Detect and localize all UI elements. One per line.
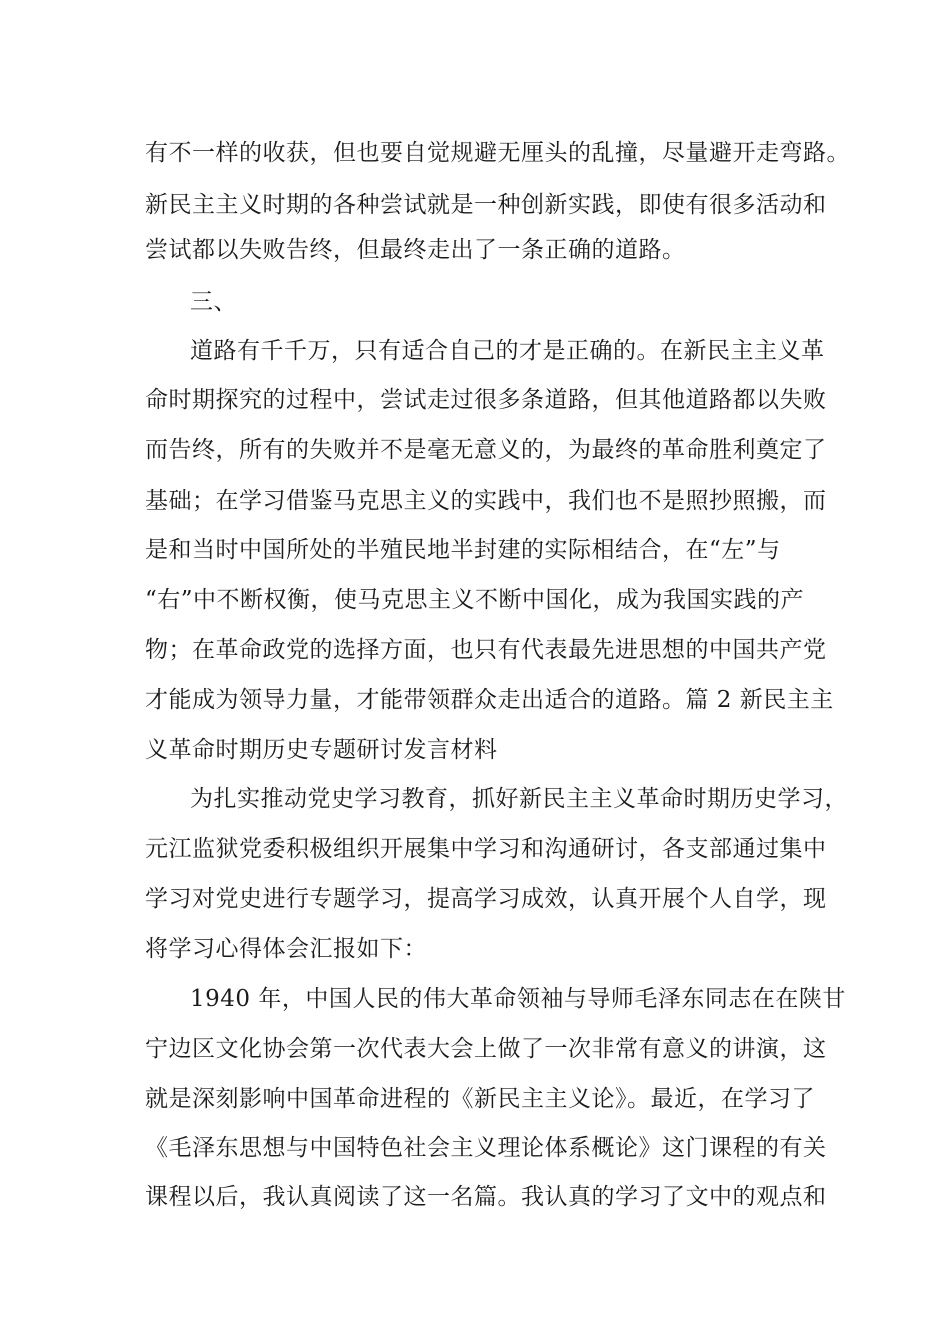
text-line: “右”中不断权衡，使马克思主义不断中国化，成为我国实践的产 [145,587,805,613]
section-heading: 三、 [190,289,237,315]
text-line: 而告终，所有的失败并不是毫无意义的，为最终的革命胜利奠定了 [145,437,827,463]
text-line: 物；在革命政党的选择方面，也只有代表最先进思想的中国共产党 [145,637,827,663]
text-line: 就是深刻影响中国革命进程的《新民主主义论》。最近，在学习了 [145,1086,815,1112]
text-line: 尝试都以失败告终，但最终走出了一条正确的道路。 [145,237,686,263]
text-line: 有不一样的收获，但也要自觉规避无厘头的乱撞，尽量避开走弯路。 [145,140,850,166]
text-line: 才能成为领导力量，才能带领群众走出适合的道路。篇 2 新民主主 [145,687,834,713]
text-line: 是和当时中国所处的半殖民地半封建的实际相结合，在“左”与 [145,537,781,563]
text-line: 道路有千千万，只有适合自己的才是正确的。在新民主主义革 [190,338,825,364]
text-line: 《毛泽东思想与中国特色社会主义理论体系概论》这门课程的有关 [145,1135,827,1161]
text-line: 为扎实推动党史学习教育，抓好新民主主义革命时期历史学习， [190,786,848,812]
text-line: 将学习心得体会汇报如下： [145,936,427,962]
text-line: 元江监狱党委积极组织开展集中学习和沟通研讨，各支部通过集中 [145,836,827,862]
text-line: 学习对党史进行专题学习，提高学习成效，认真开展个人自学，现 [145,886,827,912]
text-line: 基础；在学习借鉴马克思主义的实践中，我们也不是照抄照搬，而 [145,488,827,514]
text-line: 宁边区文化协会第一次代表大会上做了一次非常有意义的讲演，这 [145,1036,827,1062]
text-line: 新民主主义时期的各种尝试就是一种创新实践，即使有很多活动和 [145,192,827,218]
text-line: 课程以后，我认真阅读了这一名篇。我认真的学习了文中的观点和 [145,1184,827,1210]
text-line: 1940 年，中国人民的伟大革命领袖与导师毛泽东同志在在陕甘 [190,986,846,1012]
text-line: 命时期探究的过程中，尝试走过很多条道路，但其他道路都以失败 [145,387,827,413]
text-line: 义革命时期历史专题研讨发言材料 [145,737,498,763]
